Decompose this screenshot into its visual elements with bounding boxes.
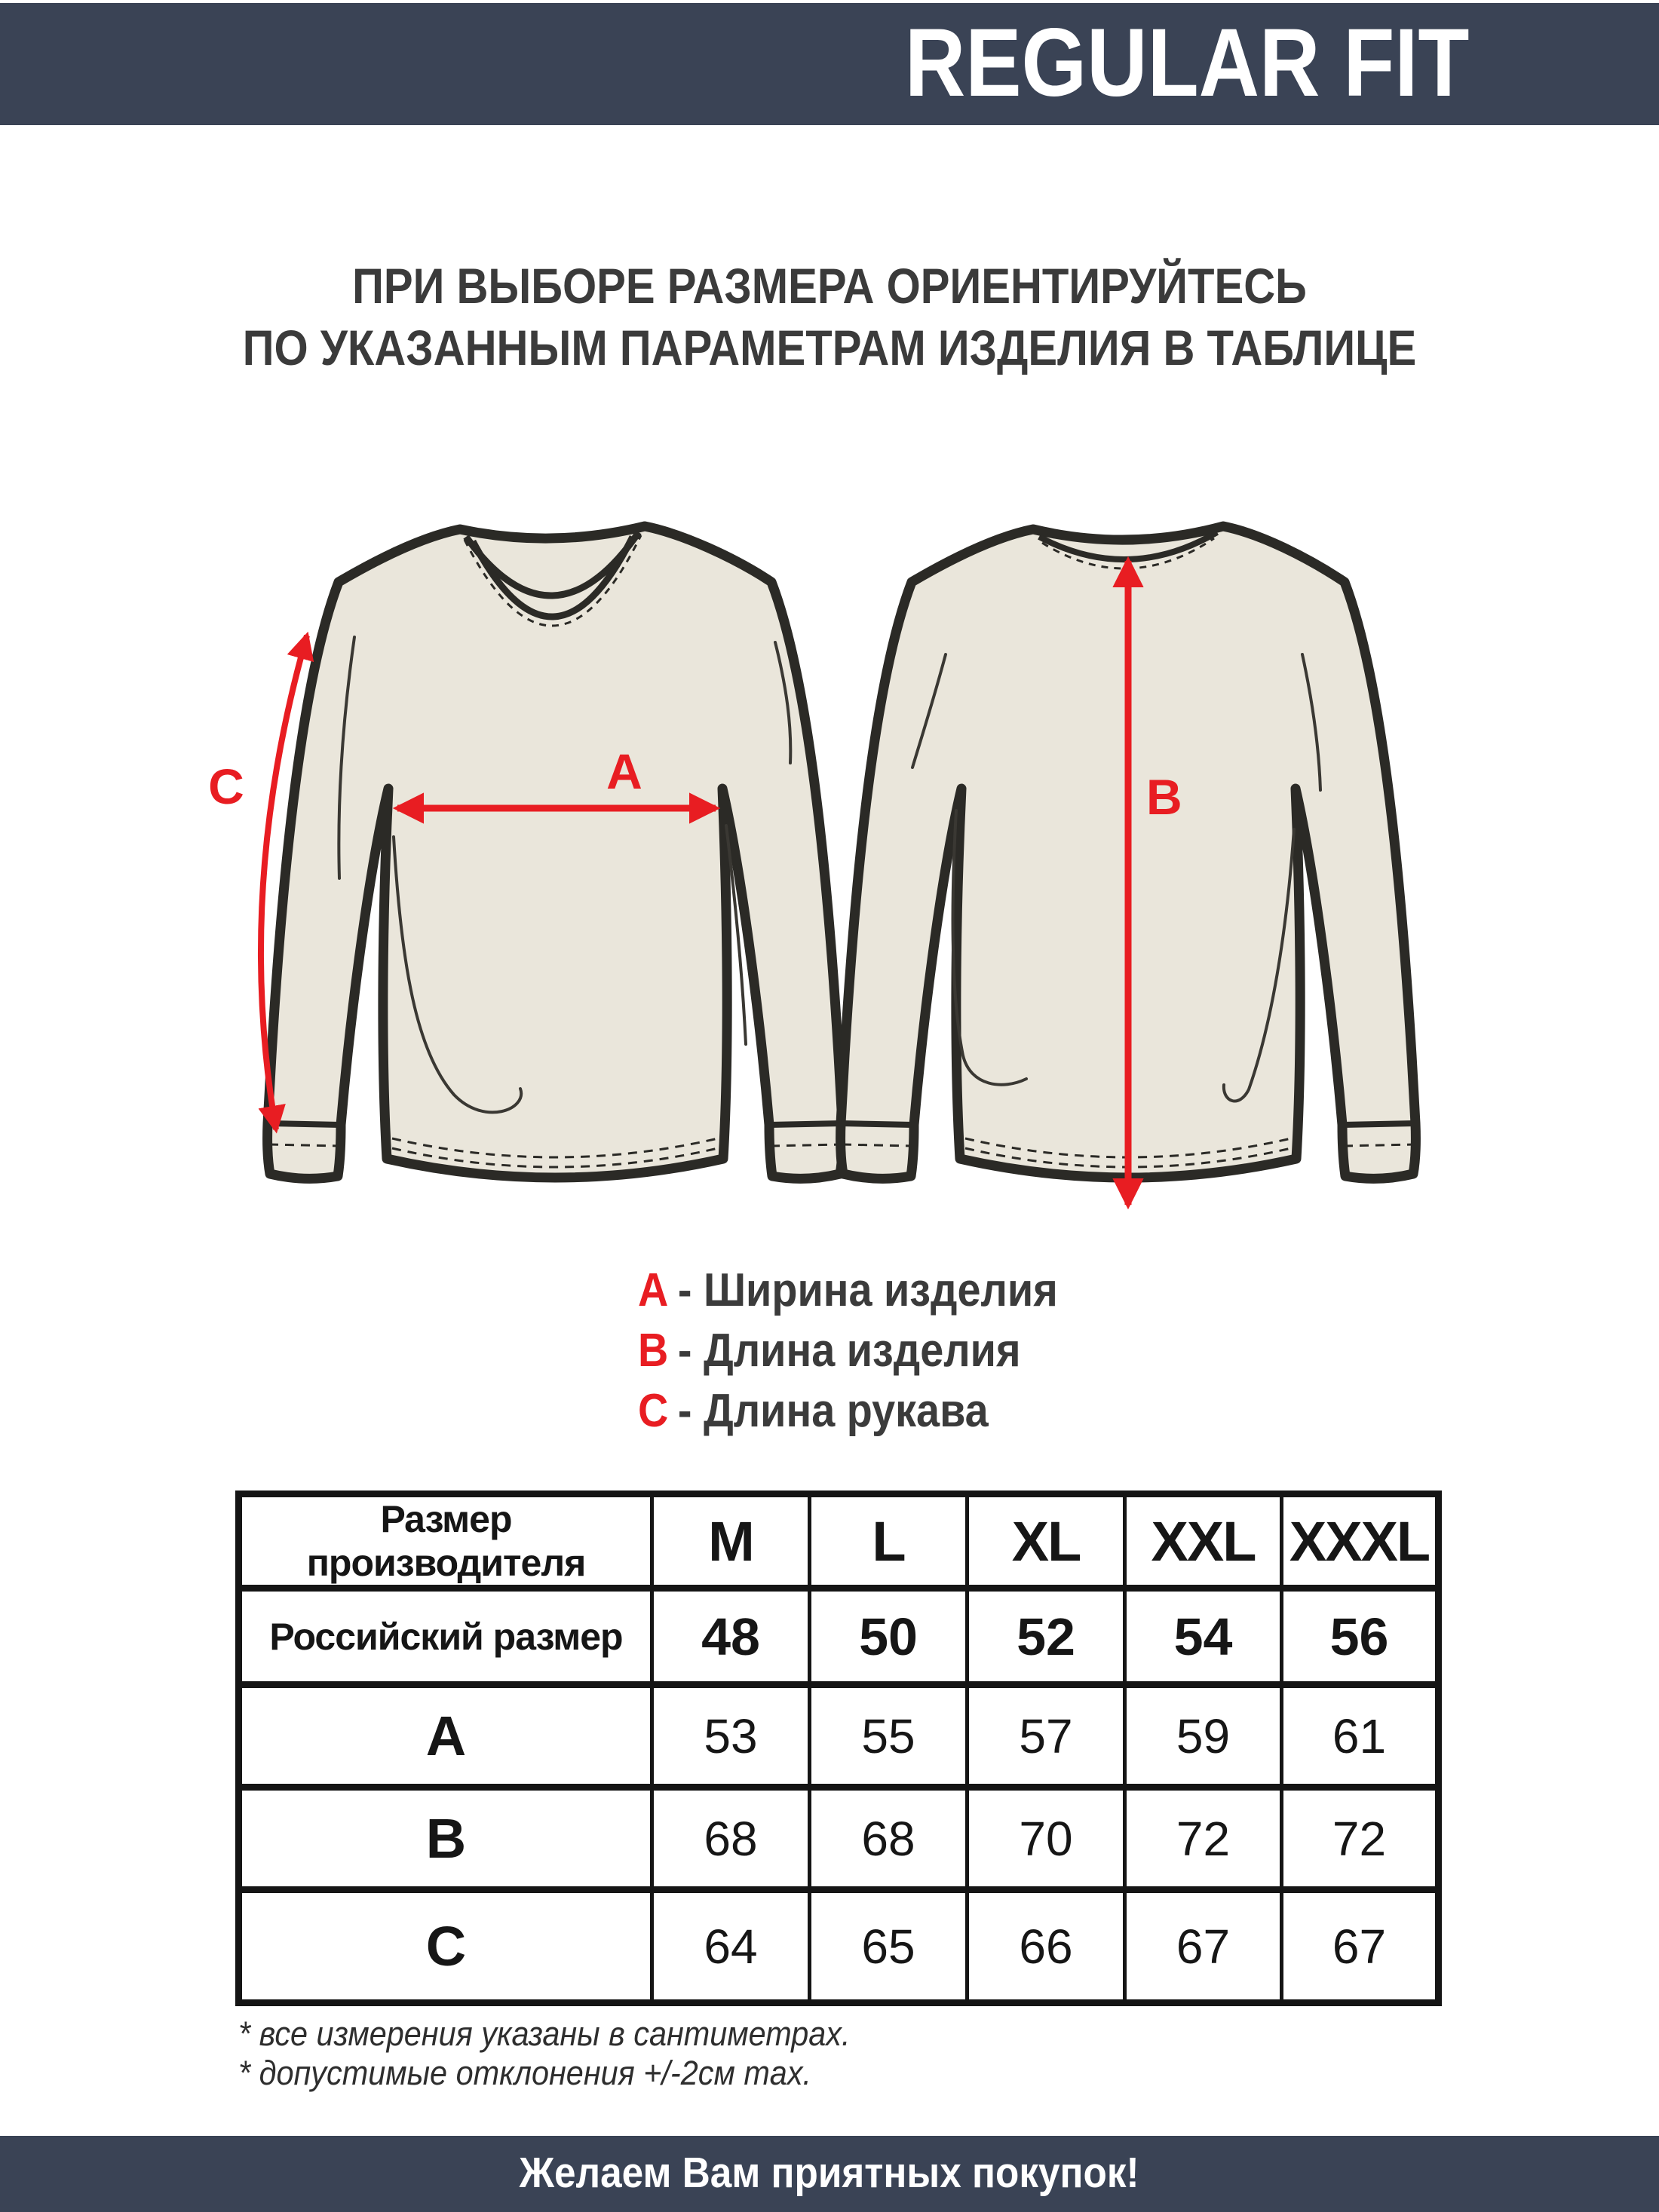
legend-key-c: C [638, 1385, 669, 1437]
measure-value-cell: 65 [810, 1890, 967, 2003]
measure-value-cell: 64 [652, 1890, 810, 2003]
size-table [235, 1490, 1442, 2006]
intro-line-2: ПО УКАЗАННЫМ ПАРАМЕТРАМ ИЗДЕЛИЯ В ТАБЛИЦЕ [242, 320, 1417, 375]
bottom-bar [0, 2136, 1659, 2212]
producer-size-row [239, 1494, 1439, 1589]
measure-row-c [239, 1890, 1439, 2003]
russian-size-row [239, 1589, 1439, 1685]
intro-line-1: ПРИ ВЫБОРЕ РАЗМЕРА ОРИЕНТИРУЙТЕСЬ [352, 258, 1307, 314]
shirt-measurement-diagram [136, 483, 1538, 1229]
legend-desc-c: - Длина рукава [677, 1385, 989, 1437]
top-bar [0, 3, 1659, 125]
measure-value-cell: 53 [652, 1685, 810, 1788]
measure-value-cell: 70 [967, 1788, 1125, 1890]
measure-value-cell: 67 [1125, 1890, 1282, 2003]
footnote-line-2: * допустимые отклонения +/-2см max. [238, 2054, 812, 2092]
measure-value-cell: 67 [1282, 1890, 1439, 2003]
russian-size-cell: 54 [1125, 1589, 1282, 1685]
legend-key-b: B [638, 1325, 669, 1377]
legend-key-a: A [638, 1264, 669, 1316]
measure-value-cell: 66 [967, 1890, 1125, 2003]
measure-row-b [239, 1788, 1439, 1890]
producer-size-cell: L [810, 1494, 967, 1589]
measure-value-cell: 61 [1282, 1685, 1439, 1788]
fit-title: REGULAR FIT [904, 9, 1469, 117]
footnotes [238, 2014, 903, 2093]
footer-message: Желаем Вам приятных покупок! [520, 2149, 1139, 2197]
measure-value-cell: 59 [1125, 1685, 1282, 1788]
measure-value-cell: 57 [967, 1685, 1125, 1788]
measure-value-cell: 72 [1282, 1788, 1439, 1890]
measure-label-c: C [208, 758, 244, 814]
legend-item-b [638, 1321, 1058, 1381]
front-shirt-illustration [268, 526, 843, 1178]
measure-value-cell: 68 [652, 1788, 810, 1890]
russian-size-cell: 50 [810, 1589, 967, 1685]
measure-value-cell: 68 [810, 1788, 967, 1890]
legend-desc-b: - Длина изделия [677, 1325, 1021, 1377]
legend-desc-a: - Ширина изделия [677, 1264, 1058, 1316]
measure-row-key: A [239, 1685, 652, 1788]
measurement-legend [638, 1261, 1105, 1441]
measure-label-a: A [606, 743, 642, 799]
producer-size-label: Размер производителя [239, 1494, 652, 1589]
measure-label-b: B [1146, 769, 1182, 825]
producer-size-cell: XL [967, 1494, 1125, 1589]
footnote-line-1: * все измерения указаны в сантиметрах. [238, 2014, 851, 2053]
legend-item-a [638, 1261, 1058, 1321]
measure-value-cell: 55 [810, 1685, 967, 1788]
russian-size-cell: 56 [1282, 1589, 1439, 1685]
measure-row-a [239, 1685, 1439, 1788]
measure-row-key: B [239, 1788, 652, 1890]
measure-row-key: C [239, 1890, 652, 2003]
producer-size-cell: XXXL [1282, 1494, 1439, 1589]
legend-item-c [638, 1381, 1058, 1441]
russian-size-label: Российский размер [239, 1589, 652, 1685]
measure-value-cell: 72 [1125, 1788, 1282, 1890]
producer-size-cell: XXL [1125, 1494, 1282, 1589]
russian-size-cell: 52 [967, 1589, 1125, 1685]
russian-size-cell: 48 [652, 1589, 810, 1685]
intro-heading [0, 255, 1659, 378]
producer-size-cell: M [652, 1494, 810, 1589]
